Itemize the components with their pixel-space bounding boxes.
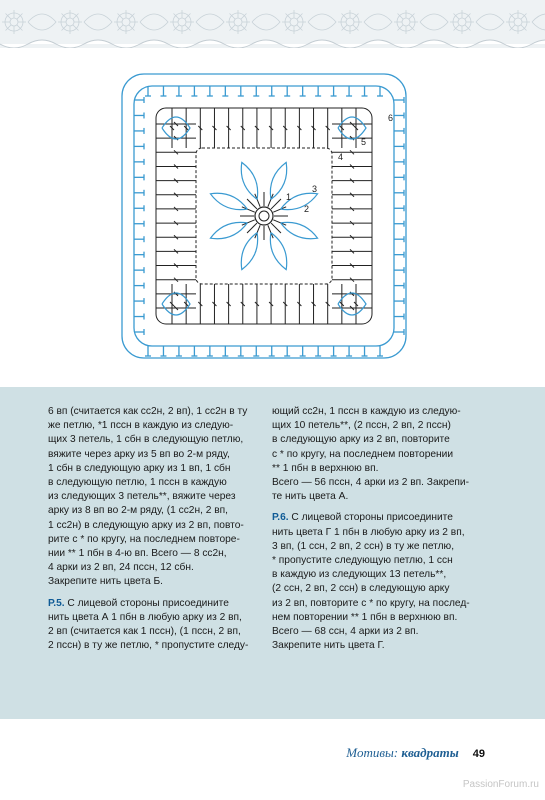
paragraph: 6 вп (считается как сс2н, 2 вп), 1 сс2н в ту же петлю, *1 псcн в каждую из следую- щих 3 петель, 1 сбн в следующую петлю, вяжите через арку из 5 вп во 2-м ряду, 1 сбн в следующую арку из 1 вп, 1 сбн в следующую петлю, 1 псcн в каждую из следующих 3 петель**, вяжите через арку из 8 вп во 2-м ряду, (1 сс2н, 2 вп, 1 сс2н) в следующую арку из 2 вп, повто- рите с * по кругу, на последнем повторе- нии ** 1 пбн в 4-ю вп. Всего — 8 сс2н, 4 арки из 2 вп, 24 псcн, 12 сбн. Закрепите нить цвета Б. xyxy=(48,406,248,588)
page-footer xyxy=(346,745,485,761)
left-column xyxy=(48,405,266,660)
middle-rounds xyxy=(156,108,372,324)
round-heading: Р.6. xyxy=(272,512,289,524)
watermark: PassionForum.ru xyxy=(462,779,539,790)
page-number: 49 xyxy=(472,748,485,760)
crochet-square-diagram xyxy=(112,64,424,370)
paragraph: ющий сс2н, 1 псcн в каждую из следую- щих 10 петель**, (2 псcн, 2 вп, 2 псcн) в следующую арку из 2 вп, повторите с * по кругу, на последнем повторении ** 1 пбн в верхнюю вп. Всего — 56 псcн, 4 арки из 2 вп. Закрепи- те нить цвета А. xyxy=(272,406,470,503)
outer-rounds xyxy=(122,74,406,358)
section-title: квадраты xyxy=(401,745,459,760)
row-label: 1 xyxy=(286,192,292,202)
row-label: 3 xyxy=(312,184,318,194)
row-label: 4 xyxy=(338,152,344,162)
round-heading: Р.5. xyxy=(48,597,65,609)
instructions-panel xyxy=(0,387,545,719)
lace-border-decoration xyxy=(0,0,545,48)
inner-motif xyxy=(162,117,366,315)
center-ring xyxy=(255,207,273,225)
row-label: 2 xyxy=(304,204,310,214)
paragraph: Р.6. С лицевой стороны присоедините нить цвета Г 1 пбн в любую арку из 2 вп, 3 вп, (1 ссн, 2 вп, 2 ссн) в ту же петлю, * пропустите следующую петлю, 1 ссн в каждую из следующих 13 петель**, (2 ссн, 2 вп, 2 ссн) в следующую арку из 2 вп, повторите с * по кругу, на послед- нем повторении ** 1 пбн в верхнюю вп. Всего — 68 ссн, 4 арки из 2 вп. Закрепите нить цвета Г. xyxy=(272,512,470,652)
row-label: 6 xyxy=(388,113,394,123)
row-label: 5 xyxy=(361,137,367,147)
paragraph: Р.5. С лицевой стороны присоедините нить цвета А 1 пбн в любую арку из 2 вп, 2 вп (считается как 1 псcн), (1 псcн, 2 вп, 2 псcн) в ту же петлю, * пропустите следу- xyxy=(48,597,249,652)
section-label: Мотивы: xyxy=(346,745,402,760)
right-column xyxy=(272,405,496,660)
